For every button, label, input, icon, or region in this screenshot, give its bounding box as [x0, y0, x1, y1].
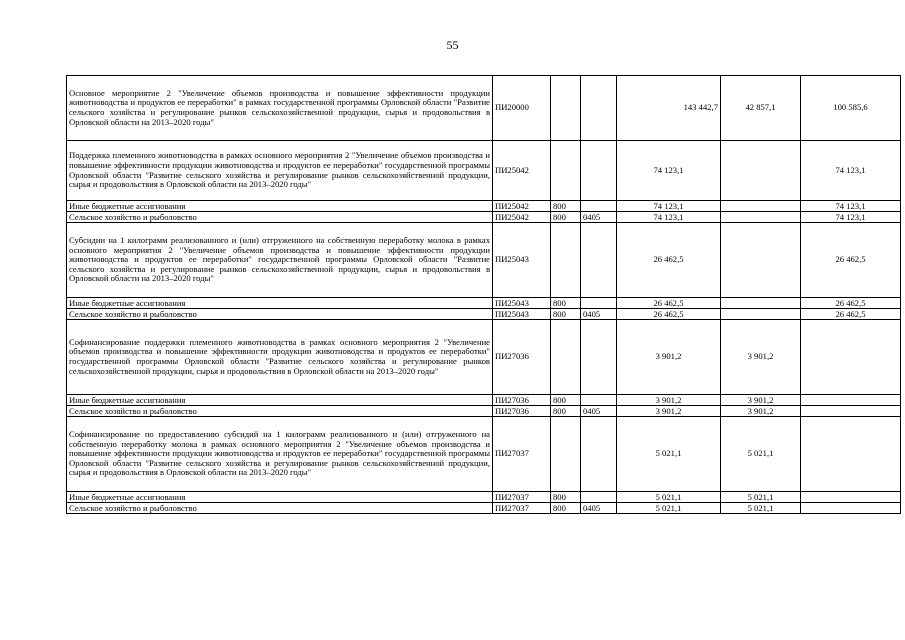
federal-amount: 3 901,2: [721, 395, 801, 406]
regional-amount: 74 123,1: [801, 212, 901, 223]
expense-type: 800: [551, 503, 581, 514]
federal-amount: [721, 212, 801, 223]
table-row: [67, 503, 901, 514]
expense-type: [551, 417, 581, 492]
total-amount: 5 021,1: [617, 503, 721, 514]
regional-amount: [801, 503, 901, 514]
table-row: [67, 309, 901, 320]
row-description: Софинансирование по предоставлению субсидий на 1 килограмм реализованного и (или) отгруженного на собственную переработку молока в рамках основного мероприятия 2 "Увеличение объемов производства и повышение эффективности продукции животноводства и продуктов ее переработки" государственной программы Орловской области "Развитие сельского хозяйства и регулирование рынков сельскохозяйственной продукции, сырья и продовольствия в Орловской области на 2013–2020 годы": [67, 417, 493, 492]
expense-type: 800: [551, 395, 581, 406]
program-code: ПИ25042: [493, 212, 551, 223]
regional-amount: 100 585,6: [801, 76, 901, 141]
section-code: 0405: [581, 212, 617, 223]
regional-amount: 74 123,1: [801, 201, 901, 212]
total-amount: 74 123,1: [617, 201, 721, 212]
table-row: [67, 76, 901, 141]
expense-type: [551, 320, 581, 395]
program-code: ПИ27036: [493, 406, 551, 417]
regional-amount: [801, 417, 901, 492]
row-description: Иные бюджетные ассигнования: [67, 395, 493, 406]
federal-amount: [721, 298, 801, 309]
expense-type: 800: [551, 298, 581, 309]
section-code: 0405: [581, 309, 617, 320]
page-number: 55: [446, 38, 459, 52]
section-code: [581, 298, 617, 309]
federal-amount: 5 021,1: [721, 503, 801, 514]
section-code: [581, 76, 617, 141]
row-description: Сельское хозяйство и рыболовство: [67, 503, 493, 514]
regional-amount: 26 462,5: [801, 298, 901, 309]
section-code: [581, 223, 617, 298]
section-code: [581, 395, 617, 406]
row-description: Основное мероприятие 2 "Увеличение объемов производства и повышение эффективности продукции животноводства и продуктов ее переработки" в рамках государственной программы Орловской области "Развитие сельского хозяйства и регулирование рынков сельскохозяйственной продукции, сырья и продовольствия в Орловской области на 2013–2020 годы": [67, 76, 493, 141]
expense-type: [551, 76, 581, 141]
program-code: ПИ27036: [493, 395, 551, 406]
table-row: [67, 417, 901, 492]
federal-amount: 42 857,1: [721, 76, 801, 141]
federal-amount: 5 021,1: [721, 417, 801, 492]
program-code: ПИ27036: [493, 320, 551, 395]
total-amount: 5 021,1: [617, 492, 721, 503]
table-row: [67, 141, 901, 201]
total-amount: 3 901,2: [617, 406, 721, 417]
expense-type: 800: [551, 309, 581, 320]
row-description: Сельское хозяйство и рыболовство: [67, 406, 493, 417]
table-row: [67, 395, 901, 406]
row-description: Сельское хозяйство и рыболовство: [67, 212, 493, 223]
program-code: ПИ27037: [493, 417, 551, 492]
federal-amount: [721, 141, 801, 201]
program-code: ПИ27037: [493, 492, 551, 503]
expense-type: 800: [551, 492, 581, 503]
section-code: [581, 417, 617, 492]
federal-amount: 3 901,2: [721, 320, 801, 395]
expense-type: 800: [551, 212, 581, 223]
program-code: ПИ20000: [493, 76, 551, 141]
table-row: [67, 212, 901, 223]
regional-amount: [801, 395, 901, 406]
total-amount: 26 462,5: [617, 309, 721, 320]
regional-amount: 74 123,1: [801, 141, 901, 201]
section-code: [581, 492, 617, 503]
federal-amount: [721, 201, 801, 212]
federal-amount: [721, 223, 801, 298]
row-description: Иные бюджетные ассигнования: [67, 201, 493, 212]
section-code: [581, 201, 617, 212]
program-code: ПИ25042: [493, 141, 551, 201]
expense-type: 800: [551, 201, 581, 212]
total-amount: 26 462,5: [617, 298, 721, 309]
row-description: Иные бюджетные ассигнования: [67, 298, 493, 309]
table-row: [67, 298, 901, 309]
regional-amount: [801, 406, 901, 417]
total-amount: 3 901,2: [617, 395, 721, 406]
section-code: [581, 320, 617, 395]
total-amount: 143 442,7: [617, 76, 721, 141]
total-amount: 3 901,2: [617, 320, 721, 395]
regional-amount: 26 462,5: [801, 309, 901, 320]
program-code: ПИ25043: [493, 298, 551, 309]
total-amount: 74 123,1: [617, 212, 721, 223]
expense-type: [551, 141, 581, 201]
regional-amount: 26 462,5: [801, 223, 901, 298]
budget-table: [66, 75, 901, 514]
total-amount: 74 123,1: [617, 141, 721, 201]
regional-amount: [801, 492, 901, 503]
table-row: [67, 201, 901, 212]
program-code: ПИ25043: [493, 309, 551, 320]
row-description: Софинансирование поддержки племенного животноводства в рамках основного мероприятия 2 "Увеличение объемов производства и повышение эффективности продукции животноводства и продуктов ее переработки" государственной программы Орловской области "Развитие сельского хозяйства и регулирование рынков сельскохозяйственной продукции, сырья и продовольствия в Орловской области на 2013–2020 годы": [67, 320, 493, 395]
expense-type: [551, 223, 581, 298]
row-description: Поддержка племенного животноводства в рамках основного мероприятия 2 "Увеличение объемов производства и повышение эффективности продукции животноводства и продуктов ее переработки" государственной программы Орловской области "Развитие сельского хозяйства и регулирование рынков сельскохозяйственной продукции, сырья и продовольствия в Орловской области на 2013–2020 годы": [67, 141, 493, 201]
program-code: ПИ25043: [493, 223, 551, 298]
table-row: [67, 223, 901, 298]
federal-amount: 3 901,2: [721, 406, 801, 417]
federal-amount: 5 021,1: [721, 492, 801, 503]
section-code: 0405: [581, 406, 617, 417]
regional-amount: [801, 320, 901, 395]
table-row: [67, 406, 901, 417]
table-row: [67, 492, 901, 503]
program-code: ПИ25042: [493, 201, 551, 212]
section-code: [581, 141, 617, 201]
total-amount: 5 021,1: [617, 417, 721, 492]
row-description: Сельское хозяйство и рыболовство: [67, 309, 493, 320]
federal-amount: [721, 309, 801, 320]
expense-type: 800: [551, 406, 581, 417]
program-code: ПИ27037: [493, 503, 551, 514]
row-description: Иные бюджетные ассигнования: [67, 492, 493, 503]
row-description: Субсидии на 1 килограмм реализованного и (или) отгруженного на собственную переработку молока в рамках основного мероприятия 2 "Увеличение объемов производства и повышение эффективности продукции животноводства и продуктов ее переработки" государственной программы Орловской области "Развитие сельского хозяйства и регулирование рынков сельскохозяйственной продукции, сырья и продовольствия в Орловской области на 2013–2020 годы": [67, 223, 493, 298]
section-code: 0405: [581, 503, 617, 514]
table-row: [67, 320, 901, 395]
total-amount: 26 462,5: [617, 223, 721, 298]
